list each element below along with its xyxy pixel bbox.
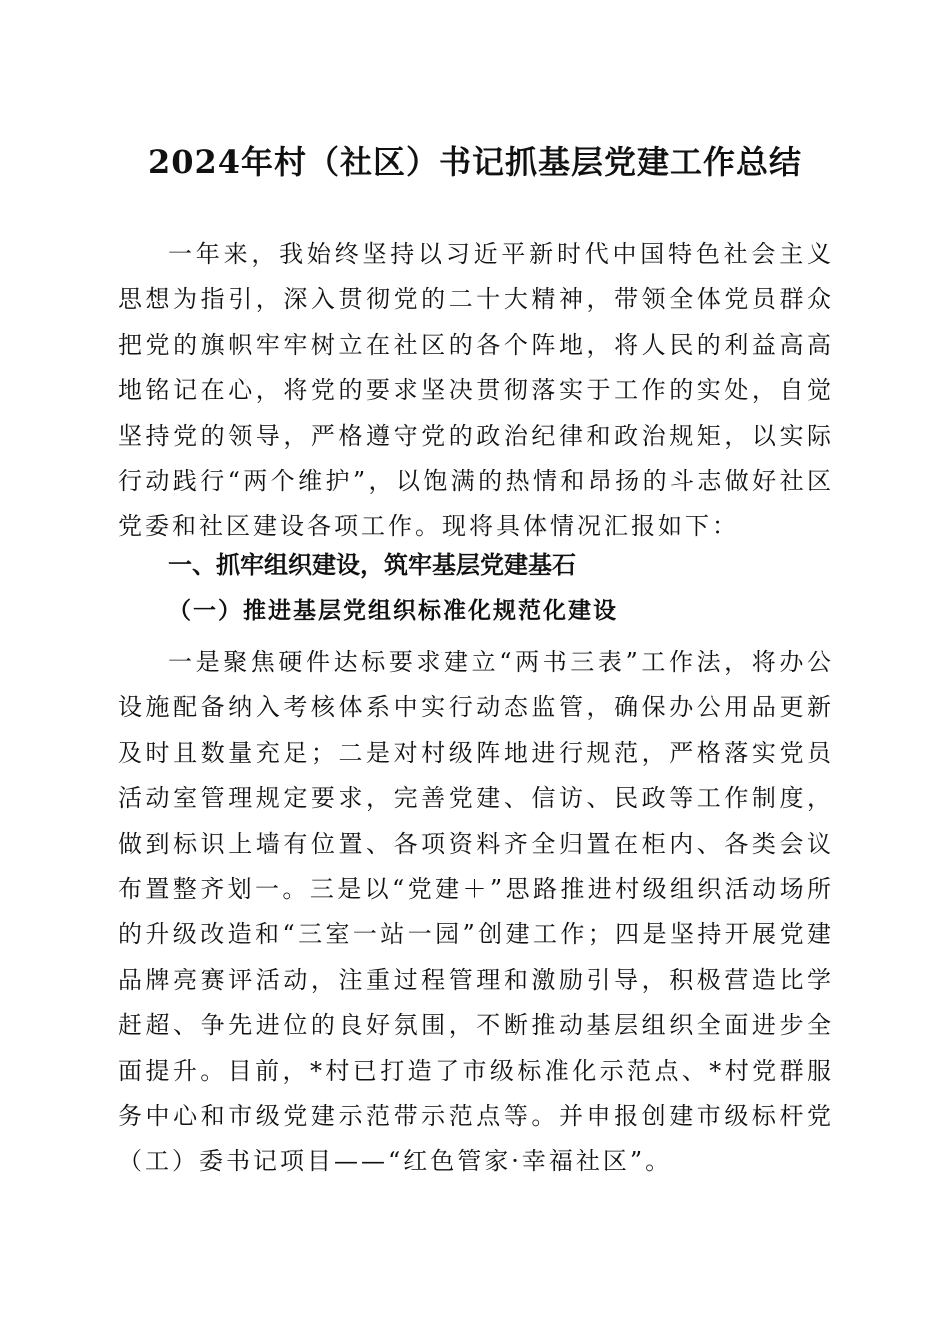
subsection-paragraph: 一是聚焦硬件达标要求建立“两书三表”工作法，将办公设施配备纳入考核体系中实行动态监管，确保办公用品更新及时且数量充足；二是对村级阵地进行规范，严格落实党员活动室管理规定要求，完善党建、信访、民政等工作制度，做到标识上墙有位置、各项资料齐全归置在柜内、各类会议布置整齐划一。三是以“党建＋”思路推进村级组织活动场所的升级改造和“三室一站一园”创建工作；四是坚持开展党建品牌亮赛评活动，注重过程管理和激励引导，积极营造比学赶超、争先进位的良好氛围，不断推动基层组织全面进步全面提升。目前，*村已打造了市级标准化示范点、*村党群服务中心和市级党建示范带示范点等。并申报创建市级标杆党（工）委书记项目——“红色管家·幸福社区”。 — [118, 648, 834, 1176]
document-title: 2024年村（社区）书记抓基层党建工作总结 — [147, 143, 803, 181]
section-heading: 一、抓牢组织建设，筑牢基层党建基石 — [168, 551, 576, 579]
intro-paragraph: 一年来，我始终坚持以习近平新时代中国特色社会主义思想为指引，深入贯彻党的二十大精神，带领全体党员群众把党的旗帜牢牢树立在社区的各个阵地，将人民的利益高高地铭记在心，将党的要求坚决贯彻落实于工作的实处，自觉坚持党的领导，严格遵守党的政治纪律和政治规矩，以实际行动践行“两个维护”，以饱满的热情和昂扬的斗志做好社区党委和社区建设各项工作。现将具体情况汇报如下： — [118, 240, 834, 541]
subsection-heading: （一）推进基层党组织标准化规范化建设 — [168, 597, 618, 624]
